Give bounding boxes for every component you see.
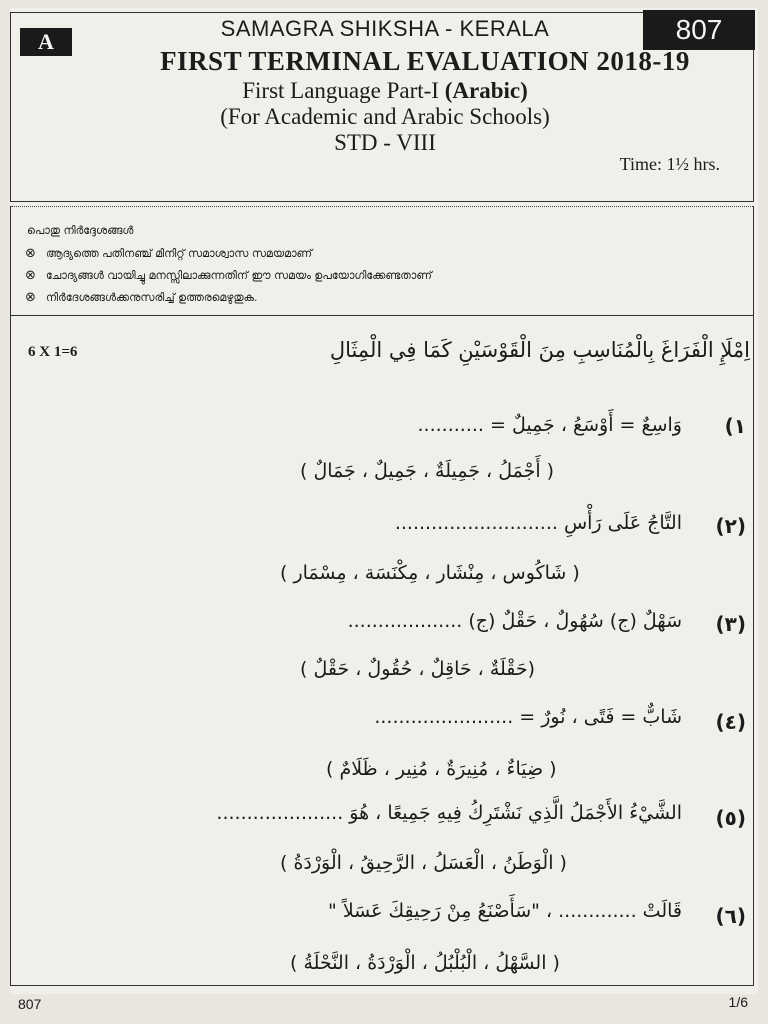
page-number: 1/6 [728,994,748,1010]
instruction-item [25,246,312,261]
question-number: (٦) [715,904,746,928]
subject-prefix: First Language Part-I [242,78,445,103]
footer-paper-code: 807 [18,996,42,1012]
question-options: (حَقْلَةٌ ، حَاقِلٌ ، حُقُولٌ ، حَقْلٌ ) [300,658,536,680]
paper-code-badge: 807 [643,10,755,50]
question-text: الشَّيْءُ الأَجْمَلُ الَّذِي نَشْتَرِكُ فِيهِ جَمِيعًا ، هُوَ ..................... [216,802,682,824]
question-number: (٤) [715,710,746,734]
circle-cross-icon: ⊗ [25,268,36,283]
exam-title: FIRST TERMINAL EVALUATION 2018-19 [160,46,690,76]
instruction-item [25,290,258,305]
school-type-line: (For Academic and Arabic Schools) [220,104,550,129]
series-code-badge: A [20,28,72,56]
question-options: ( الْوَطَنُ ، الْعَسَلُ ، الرَّحِيقُ ، الْوَرْدَةُ ) [280,852,567,874]
question-text: سَهْلٌ (ج) سُهُولٌ ، حَقْلٌ (ج) ................... [347,610,682,632]
question-number: (١ [724,414,746,438]
time-allowed: Time: 1½ hrs. [619,154,720,174]
question-number: (٢) [715,514,746,538]
instructions-heading: പൊതു നിർദ്ദേശങ്ങൾ [27,224,134,237]
organization-title: SAMAGRA SHIKSHA - KERALA [220,16,550,41]
subject-language: (Arabic) [444,78,528,103]
instruction-text: ചോദ്യങ്ങൾ വായിച്ചു മനസ്സിലാക്കുന്നതിന് ഈ സമയം ഉപയോഗിക്കേണ്ടതാണ് [45,268,432,282]
instruction-text: ആദ്യത്തെ പതിനഞ്ച് മിനിറ്റ് സമാശ്വാസ സമയമാണ് [45,246,313,260]
instruction-text: നിർദേശങ്ങൾക്കനുസരിച്ച് ഉത്തരമെഴുതുക. [45,290,258,304]
question-options: ( السَّهْلُ ، الْبُلْبُلُ ، الْوَرْدَةُ ، النَّحْلَةُ ) [290,952,560,974]
question-number: (٣) [715,612,746,636]
circle-cross-icon: ⊗ [25,290,36,305]
instruction-item [25,268,432,283]
section-instruction: اِمْلَإِ الْفَرَاغَ بِالْمُنَاسِبِ مِنَ الْقَوْسَيْنِ كَمَا فِي الْمِثَالِ [329,338,750,362]
standard-line: STD - VIII [334,130,436,155]
question-options: ( ضِيَاءٌ ، مُنِيرَةٌ ، مُنِير ، ظَلَامٌ ) [326,758,557,780]
circle-cross-icon: ⊗ [25,246,36,261]
question-text: شَابٌّ = فَتًى ، نُورٌ = ....................... [374,706,682,728]
instructions-box [10,206,754,316]
question-options: ( شَاكُوس ، مِنْشَار ، مِكْنَسَة ، مِسْمَار ) [280,562,580,584]
question-text: التَّاجُ عَلَى رَأْسِ ........................... [394,512,682,534]
subject-line [150,78,620,104]
question-number: (٥) [715,806,746,830]
question-text: وَاسِعٌ = أَوْسَعُ ، جَمِيلٌ = ........... [417,414,682,436]
question-text: قَالَتْ ............. ، "سَأَصْنَعُ مِنْ رَحِيقِكَ عَسَلاً " [328,900,682,922]
marks-label: 6 X 1=6 [28,344,78,360]
question-options: ( أَجْمَلُ ، جَمِيلَةٌ ، جَمِيلٌ ، جَمَالٌ ) [300,460,555,482]
